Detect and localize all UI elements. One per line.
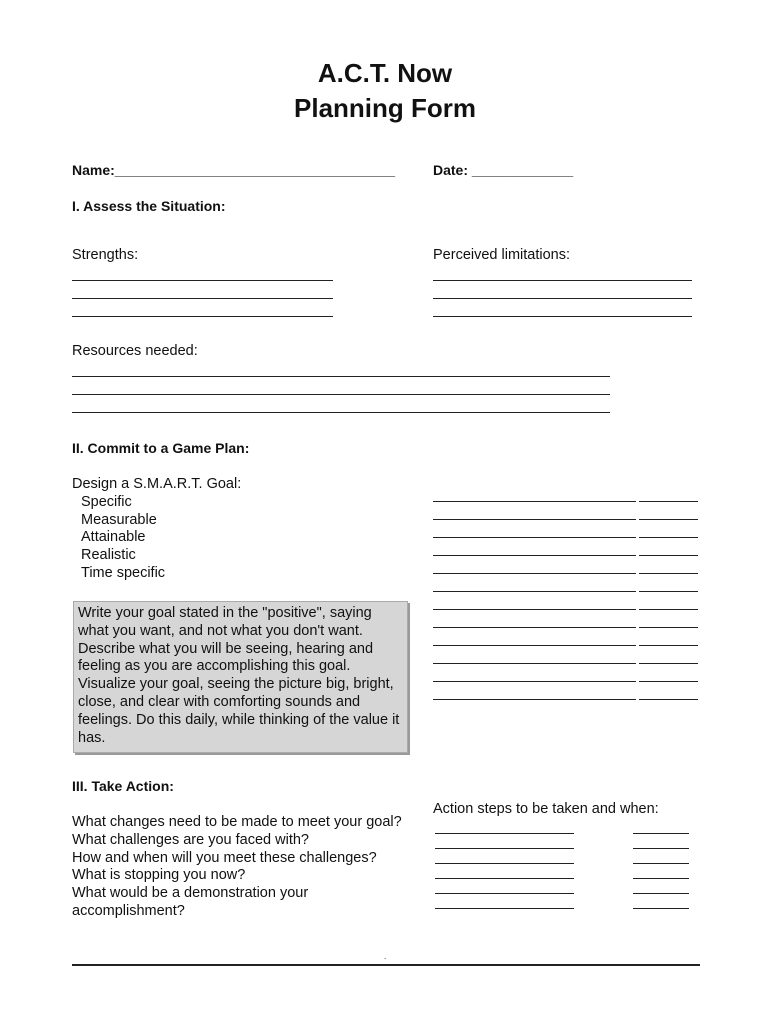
resources-line-2[interactable]	[72, 394, 610, 395]
page-title-line2: Planning Form	[294, 93, 476, 123]
goal-line[interactable]	[433, 681, 636, 682]
goal-line-short[interactable]	[639, 573, 698, 574]
action-when-line[interactable]	[633, 863, 689, 864]
goal-line-short[interactable]	[639, 663, 698, 664]
smart-item-time-specific: Time specific	[81, 565, 166, 581]
goal-line-short[interactable]	[639, 537, 698, 538]
action-when-line[interactable]	[633, 878, 689, 879]
smart-item-realistic: Realistic	[81, 547, 136, 563]
goal-line[interactable]	[433, 609, 636, 610]
action-step-line[interactable]	[435, 848, 574, 849]
name-field[interactable]: Name:____________________________________	[72, 162, 396, 178]
smart-item-measurable: Measurable	[81, 512, 157, 528]
action-when-line[interactable]	[633, 893, 689, 894]
strengths-line-1[interactable]	[72, 280, 333, 281]
question-5: What would be a demonstration your accomplishment?	[72, 885, 309, 919]
limitations-label: Perceived limitations:	[433, 247, 570, 263]
resources-line-3[interactable]	[72, 412, 610, 413]
goal-line[interactable]	[433, 591, 636, 592]
goal-line[interactable]	[433, 645, 636, 646]
smart-item-attainable: Attainable	[81, 529, 146, 545]
page-title-line1: A.C.T. Now	[317, 58, 453, 88]
strengths-line-2[interactable]	[72, 298, 333, 299]
action-step-line[interactable]	[435, 878, 574, 879]
strengths-label: Strengths:	[72, 247, 139, 263]
question-4: What is stopping you now?	[72, 867, 246, 884]
goal-line-short[interactable]	[639, 681, 698, 682]
strengths-line-3[interactable]	[72, 316, 333, 317]
action-step-line[interactable]	[435, 893, 574, 894]
limitations-line-1[interactable]	[433, 280, 692, 281]
goal-line[interactable]	[433, 501, 636, 502]
goal-line[interactable]	[433, 699, 636, 700]
goal-line[interactable]	[433, 627, 636, 628]
action-step-line[interactable]	[435, 833, 574, 834]
goal-instructions-text: Write your goal stated in the "positive", saying what you want, and not what you don't want. Describe what you will be seeing, hearing and feeling as you are accomplishing this goal. Visualize your goal, seeing the picture big, bright, close, and clear with comforting sounds and feelings. Do this daily, while thinking of the value it has.	[78, 605, 400, 746]
goal-line-short[interactable]	[639, 519, 698, 520]
goal-line-short[interactable]	[639, 555, 698, 556]
limitations-line-2[interactable]	[433, 298, 692, 299]
goal-line[interactable]	[433, 573, 636, 574]
question-3: How and when will you meet these challenges?	[72, 849, 377, 866]
question-2: What challenges are you faced with?	[72, 831, 309, 848]
action-step-line[interactable]	[435, 908, 574, 909]
goal-line[interactable]	[433, 537, 636, 538]
goal-line[interactable]	[433, 663, 636, 664]
goal-instructions-box	[73, 601, 408, 753]
goal-line[interactable]	[433, 519, 636, 520]
footer-rule	[72, 964, 700, 966]
date-field[interactable]: Date: _____________	[433, 162, 574, 178]
action-step-line[interactable]	[435, 863, 574, 864]
section-1-heading: I. Assess the Situation:	[72, 198, 226, 214]
goal-line-short[interactable]	[639, 591, 698, 592]
resources-label: Resources needed:	[72, 343, 198, 359]
limitations-line-3[interactable]	[433, 316, 692, 317]
action-questions	[72, 814, 402, 921]
question-1: What changes need to be made to meet your goal?	[72, 814, 402, 830]
goal-line[interactable]	[433, 555, 636, 556]
goal-line-short[interactable]	[639, 501, 698, 502]
goal-line-short[interactable]	[639, 609, 698, 610]
smart-item-specific: Specific	[81, 494, 132, 510]
goal-line-short[interactable]	[639, 699, 698, 700]
action-steps-label: Action steps to be taken and when:	[433, 801, 659, 817]
smart-heading: Design a S.M.A.R.T. Goal:	[72, 476, 242, 492]
action-when-line[interactable]	[633, 848, 689, 849]
goal-line-short[interactable]	[639, 645, 698, 646]
action-when-line[interactable]	[633, 908, 689, 909]
goal-line-short[interactable]	[639, 627, 698, 628]
resources-line-1[interactable]	[72, 376, 610, 377]
section-3-heading: III. Take Action:	[72, 778, 174, 794]
action-when-line[interactable]	[633, 833, 689, 834]
section-2-heading: II. Commit to a Game Plan:	[72, 440, 250, 456]
footer-mark: .	[384, 952, 387, 961]
